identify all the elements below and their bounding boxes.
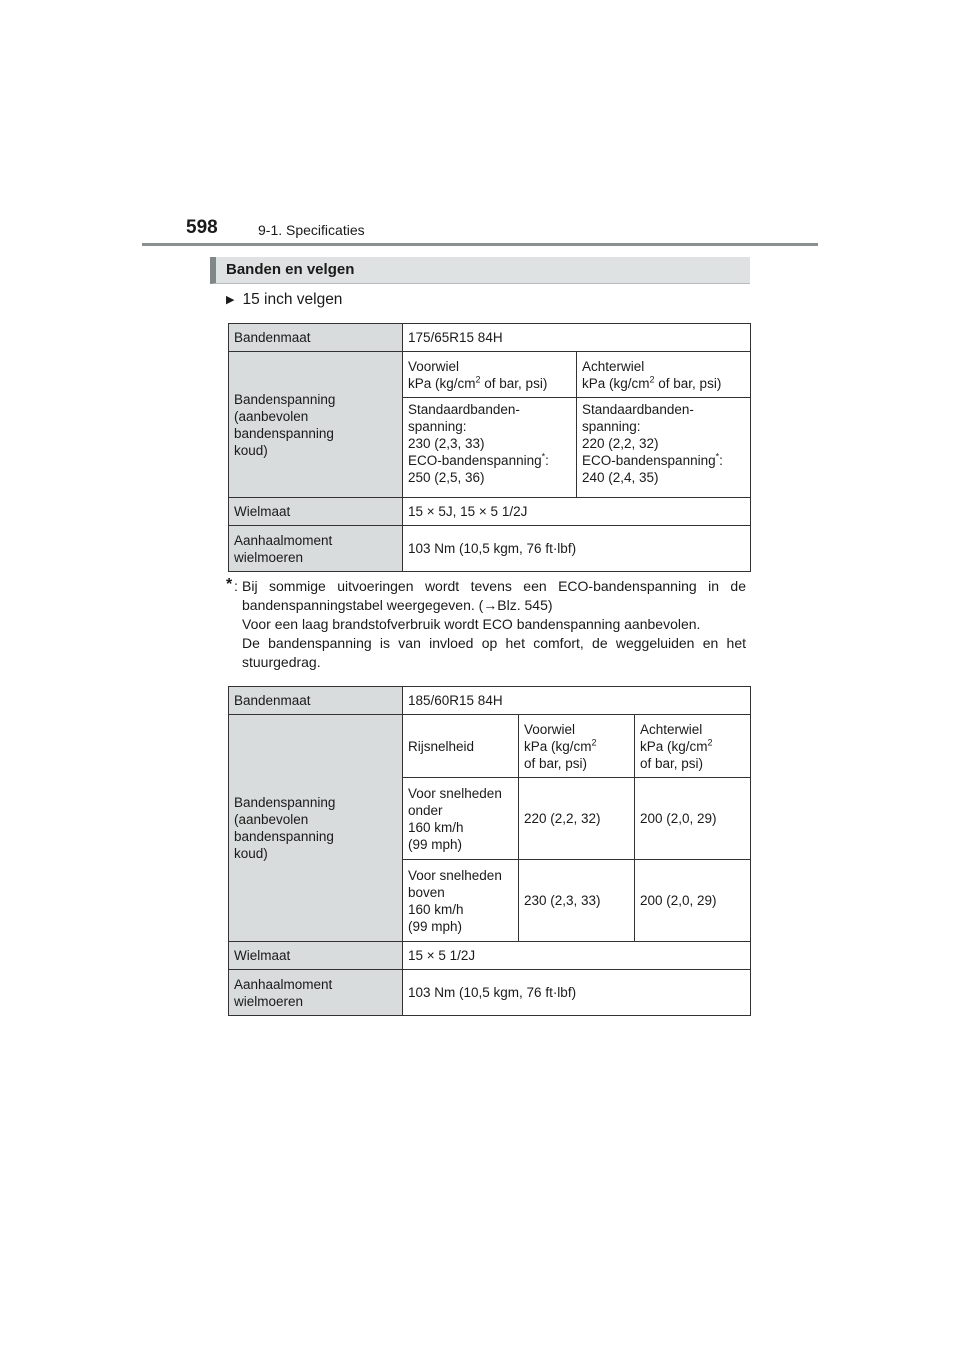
rear-pressure-above-160: 200 (2,0, 29) [635, 860, 751, 942]
page-number: 598 [186, 217, 218, 238]
speed-header: Rijsnelheid [403, 715, 519, 778]
footnote-line-1: Bij sommige uitvoeringen wordt tevens een ECO-bandenspanning in de bandenspanningstabel weergegeven. (→Blz. 545) [242, 578, 746, 613]
rear-wheel-pressure: Standaardbanden- spanning: 220 (2,2, 32) ECO-bandenspanning*: 240 (2,4, 35) [577, 398, 751, 498]
footnote-line-3: De bandenspanning is van invloed op het comfort, de weggeluiden en het stuurgedrag. [242, 635, 746, 670]
speed-above-160: Voor snelheden boven 160 km/h (99 mph) [403, 860, 519, 942]
torque-value: 103 Nm (10,5 kgm, 76 ft·lbf) [403, 970, 751, 1016]
tire-spec-table-1 [228, 323, 751, 572]
footnote: * : Bij sommige uitvoeringen wordt tevens een ECO-bandenspanning in de bandenspanningstabel weergegeven. (→Blz. 545) Voor een laag brandstofverbruik wordt ECO bandenspanning aanbevolen. De bandenspanning is van invloed op het comfort, de weggeluiden en het stuurgedrag. [226, 576, 746, 670]
speed-below-160: Voor snelheden onder 160 km/h (99 mph) [403, 778, 519, 860]
front-wheel-header: Voorwiel kPa ($kg/cm^2$ of bar, psi) [519, 715, 635, 778]
tire-size-value: 175/65R15 84H [403, 324, 751, 352]
wheel-size-label: Wielmaat [229, 942, 403, 970]
footnote-marker: * [226, 576, 233, 593]
wheel-size-label: Wielmaat [229, 498, 403, 526]
tire-size-label: Bandenmaat [229, 324, 403, 352]
tire-spec-table-2 [228, 686, 751, 1016]
wheel-size-value: 15 × 5J, 15 × 5 1/2J [403, 498, 751, 526]
subheading [226, 291, 342, 309]
section-heading [210, 257, 750, 284]
rear-wheel-header: Achterwiel kPa ($kg/cm^2$ of bar, psi) [577, 352, 751, 398]
header-rule [142, 243, 818, 246]
front-pressure-above-160: 230 (2,3, 33) [519, 860, 635, 942]
front-pressure-below-160: 220 (2,2, 32) [519, 778, 635, 860]
section-title: Banden en velgen [226, 261, 355, 278]
footnote-line-2: Voor een laag brandstofverbruik wordt ECO bandenspanning aanbevolen. [242, 616, 701, 632]
torque-value: 103 Nm (10,5 kgm, 76 ft·lbf) [403, 526, 751, 572]
tire-size-value: 185/60R15 84H [403, 687, 751, 715]
torque-label: Aanhaalmoment wielmoeren [229, 970, 403, 1016]
front-wheel-header: Voorwiel kPa ($kg/cm^2$ of bar, psi) [403, 352, 577, 398]
pressure-label: Bandenspanning (aanbevolen bandenspanning koud) [229, 352, 403, 498]
subheading-text: 15 inch velgen [242, 291, 343, 308]
rear-wheel-header: Achterwiel kPa ($kg/cm^2$ of bar, psi) [635, 715, 751, 778]
pressure-label: Bandenspanning (aanbevolen bandenspanning koud) [229, 715, 403, 942]
torque-label: Aanhaalmoment wielmoeren [229, 526, 403, 572]
tire-size-label: Bandenmaat [229, 687, 403, 715]
triangle-bullet-icon: ▶ [226, 294, 235, 306]
front-wheel-pressure: Standaardbanden- spanning: 230 (2,3, 33) ECO-bandenspanning*: 250 (2,5, 36) [403, 398, 577, 498]
wheel-size-value: 15 × 5 1/2J [403, 942, 751, 970]
chapter-title: 9-1. Specificaties [258, 222, 365, 238]
rear-pressure-below-160: 200 (2,0, 29) [635, 778, 751, 860]
